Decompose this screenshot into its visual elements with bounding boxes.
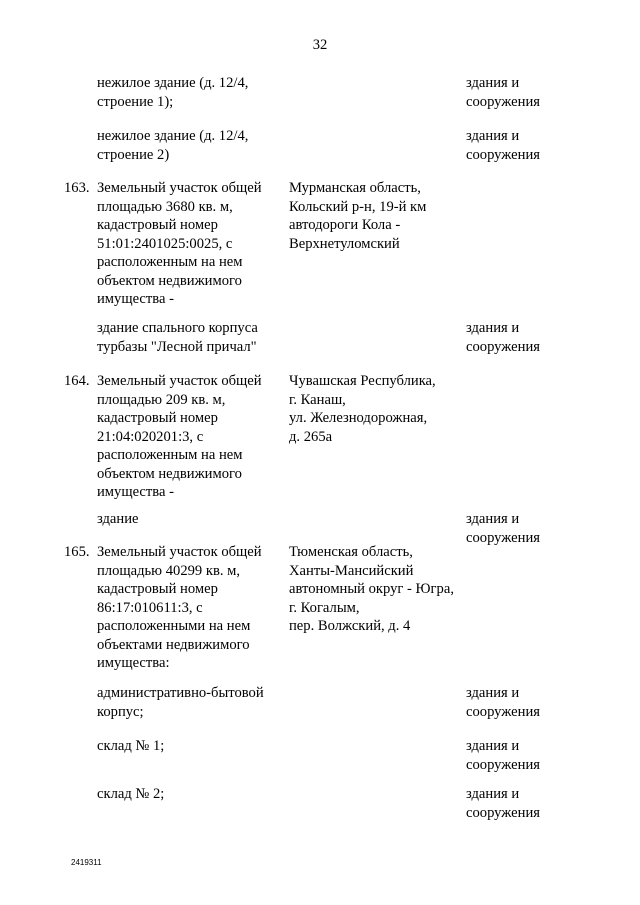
property-description: Земельный участок общей площадью 3680 кв. м, кадастровый номер 51:01:2401025:0025, с расположенным на нем объектом недвижимого имущества - bbox=[97, 180, 262, 307]
item-number: 165. bbox=[64, 544, 90, 560]
property-description: здание bbox=[97, 511, 139, 527]
property-category: здания и сооружения bbox=[466, 128, 540, 163]
property-category: здания и сооружения bbox=[466, 75, 540, 110]
property-description: Земельный участок общей площадью 209 кв. м, кадастровый номер 21:04:020201:3, с расположенным на нем объектом недвижимого имущества - bbox=[97, 373, 262, 500]
property-address: Тюменская область, Ханты-Мансийский автономный округ - Югра, г. Когалым, пер. Волжский, д. 4 bbox=[289, 544, 454, 634]
property-description: склад № 1; bbox=[97, 738, 165, 754]
document-code: 2419311 bbox=[71, 858, 102, 867]
property-category: здания и сооружения bbox=[466, 685, 540, 720]
property-description: склад № 2; bbox=[97, 786, 165, 802]
property-category: здания и сооружения bbox=[466, 738, 540, 773]
property-category: здания и сооружения bbox=[466, 511, 540, 546]
property-address: Мурманская область, Кольский р-н, 19-й км автодороги Кола - Верхнетуломский bbox=[289, 180, 427, 252]
property-description: Земельный участок общей площадью 40299 кв. м, кадастровый номер 86:17:010611:3, с расположенными на нем объектами недвижимого имущества: bbox=[97, 544, 262, 671]
property-description: здание спального корпуса турбазы "Лесной причал" bbox=[97, 320, 258, 355]
page-number: 32 bbox=[312, 37, 328, 53]
property-description: административно-бытовой корпус; bbox=[97, 685, 264, 720]
item-number: 164. bbox=[64, 373, 90, 389]
property-address: Чувашская Республика, г. Канаш, ул. Железнодорожная, д. 265а bbox=[289, 373, 436, 445]
item-number: 163. bbox=[64, 180, 90, 196]
property-description: нежилое здание (д. 12/4, строение 1); bbox=[97, 75, 249, 110]
property-category: здания и сооружения bbox=[466, 786, 540, 821]
property-category: здания и сооружения bbox=[466, 320, 540, 355]
property-description: нежилое здание (д. 12/4, строение 2) bbox=[97, 128, 249, 163]
